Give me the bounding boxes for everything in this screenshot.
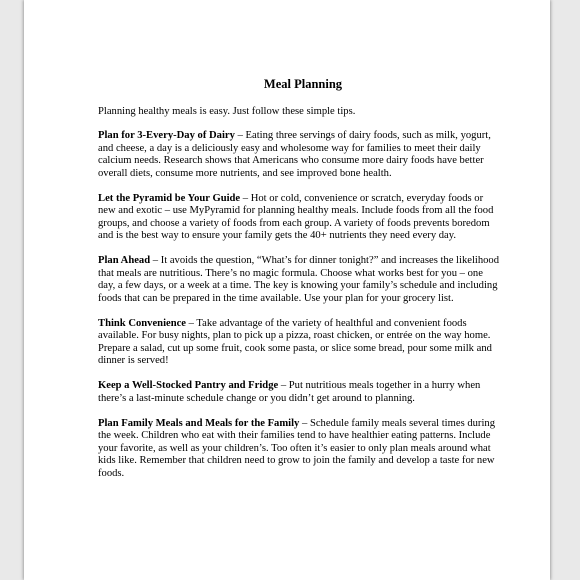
section-body: – It avoids the question, “What’s for dinner tonight?” and increases the likelihood that meals are nutritious. There’s no magic formula. Choose what works best for you – one day, a few days, or a week at a time. The key is knowing your family’s schedule and including foods that can be prepared in the time available. Use your plan for your grocery list. — [98, 255, 500, 304]
section-pyramid — [98, 193, 500, 243]
section-body: – Put nutritious meals together in a hurry when there’s a last-minute schedule change or you didn’t get around to planning. — [98, 380, 481, 404]
section-body: – Hot or cold, convenience or scratch, everyday foods or new and exotic – use MyPyramid for planning healthy meals. Include foods from all the food groups, and choose a variety of foods from each group. A variety of foods prevents boredom and is the best way to ensure your family gets the 40+ nutrients they need every day. — [98, 192, 494, 241]
section-body: – Schedule family meals several times during the week. Children who eat with their families tend to have healthier eating patterns. Include your favorite, as well as your children’s. Too often it’s easier to only plan meals around what kids like. Remember that children need to grow to join the family and develop a taste for new foods. — [98, 417, 495, 479]
section-dairy — [98, 130, 500, 180]
section-body: – Take advantage of the variety of healthful and convenient foods available. For busy nights, plan to pick up a pizza, roast chicken, or entrée on the way home. Prepare a salad, cut up some fruit, cook some pasta, or slice some bread, pour some milk and dinner is served! — [98, 317, 492, 366]
section-heading: Plan Family Meals and Meals for the Family — [98, 417, 300, 429]
section-family-meals — [98, 418, 500, 481]
document-page — [24, 0, 550, 580]
page-title: Meal Planning — [263, 77, 343, 91]
section-pantry — [98, 380, 500, 405]
section-body: – Eating three servings of dairy foods, such as milk, yogurt, and cheese, a day is a deliciously easy and wholesome way for families to meet their daily calcium needs. Research shows that Americans who consume more dairy foods have better overall diets, consume more nutrients, and see improved bone health. — [98, 130, 491, 179]
document-content — [98, 78, 500, 493]
section-heading: Plan Ahead — [98, 255, 151, 266]
intro-paragraph: Planning healthy meals is easy. Just follow these simple tips. — [98, 105, 356, 117]
section-heading: Keep a Well-Stocked Pantry and Fridge — [98, 380, 279, 391]
section-heading: Plan for 3-Every-Day of Dairy — [98, 130, 235, 141]
section-heading: Think Convenience — [98, 317, 187, 329]
section-plan-ahead — [98, 255, 500, 305]
section-heading: Let the Pyramid be Your Guide — [98, 192, 241, 204]
section-convenience — [98, 318, 500, 368]
